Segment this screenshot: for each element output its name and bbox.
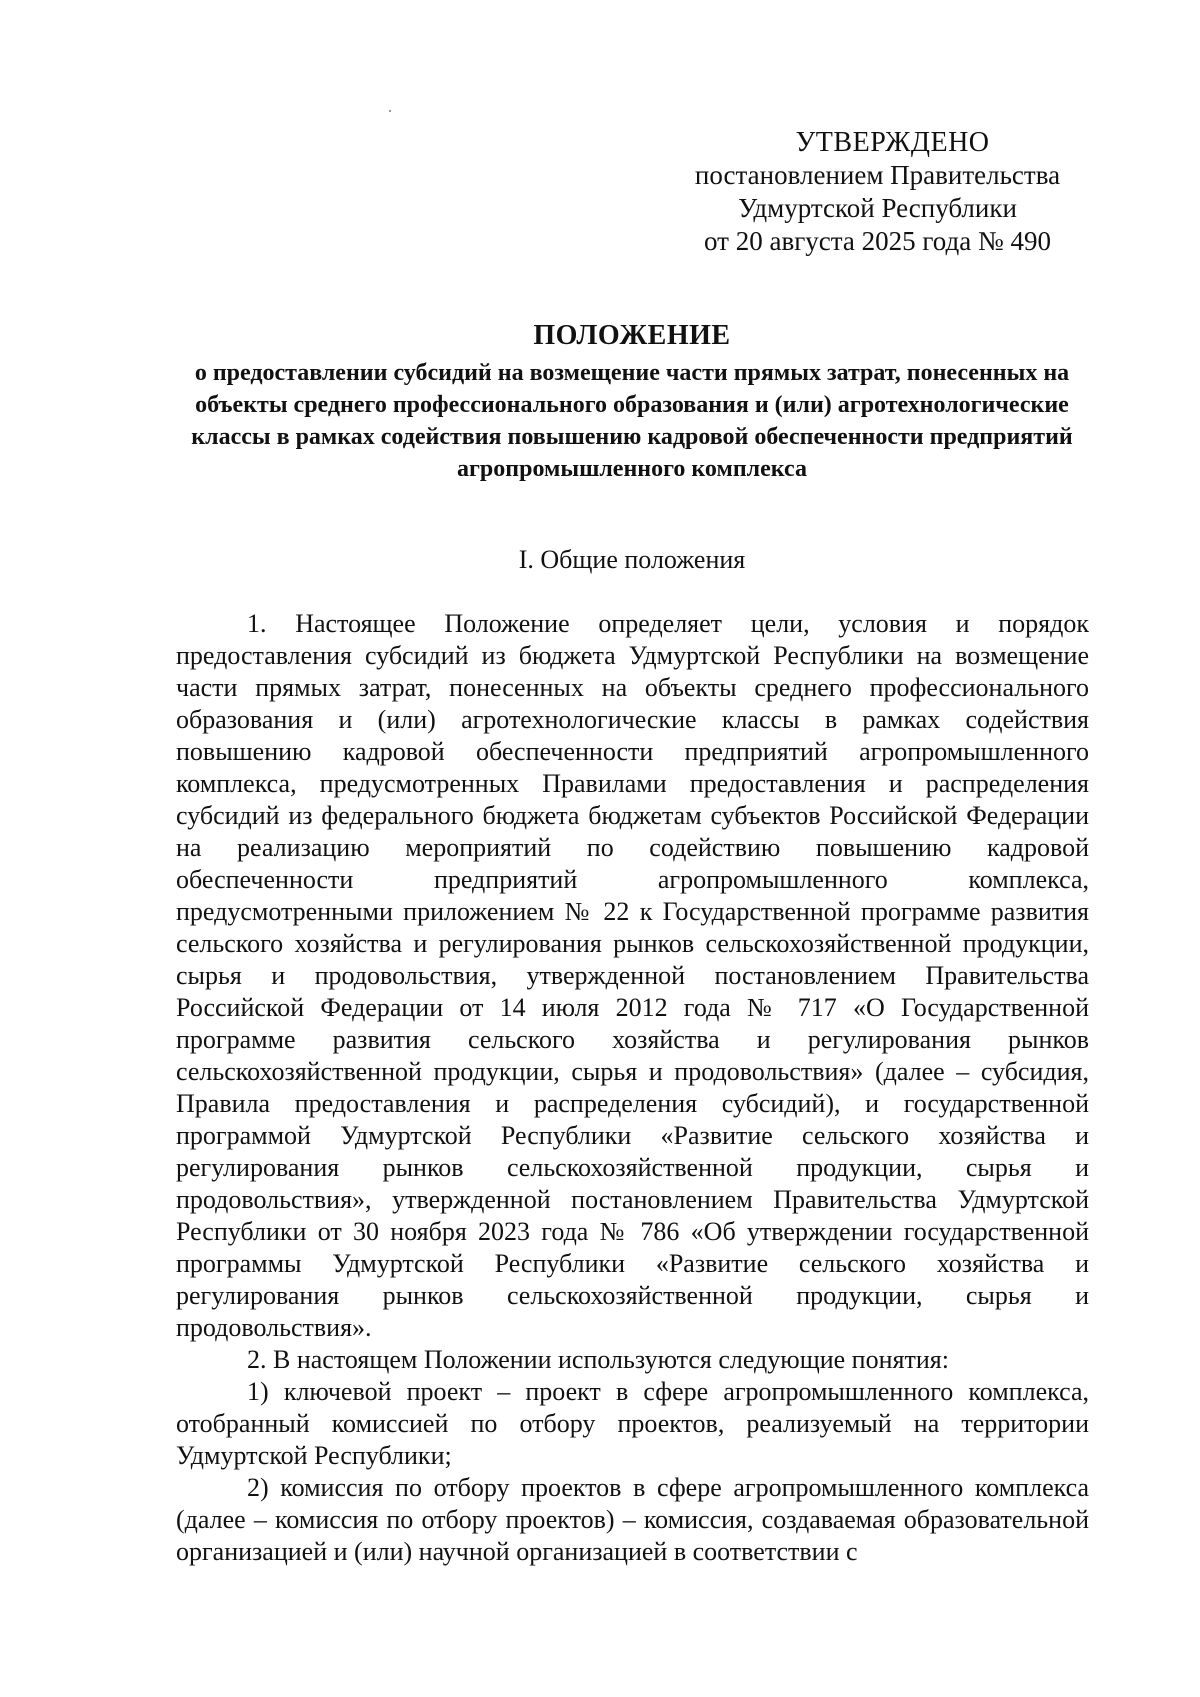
document-subtitle: о предоставлении субсидий на возмещение части прямых затрат, понесенных на объекты среднего профессионального образования и (или) агротехнологические классы в рамках содействия повышению кадровой обеспеченности предприятий агропромышленного комплекса (191, 360, 1073, 482)
approval-line: постановлением Правительства (694, 160, 1061, 190)
approval-line: Удмуртской Республики (738, 193, 1017, 223)
document-body (176, 608, 1089, 1568)
document-title: ПОЛОЖЕНИЕ (533, 320, 731, 351)
approval-date-line: от 20 августа 2025 года № 490 (704, 226, 1051, 256)
paragraph: 1) ключевой проект – проект в сфере агропромышленного комплекса, отобранный комиссией по отбору проектов, реализуемый на территории Удмуртской Республики; (176, 1377, 1089, 1470)
paragraph: 2. В настоящем Положении используются следующие понятия: (247, 1345, 949, 1374)
approval-block (655, 126, 1100, 258)
document-heading (160, 318, 1104, 485)
scan-speck (389, 110, 391, 112)
paragraph: 1. Настоящее Положение определяет цели, условия и порядок предоставления субсидий из бюджета Удмуртской Республики на возмещение части прямых затрат, понесенных на объекты среднего профессионального образования и (или) агротехнологические классы в рамках содействия повышению кадровой обеспеченности предприятий агропромышленного комплекса, предусмотренных Правилами предоставления и распределения субсидий из федерального бюджета бюджетам субъектов Российской Федерации на реализацию мероприятий по содействию повышению кадровой обеспеченности предприятий агропромышленного комплекса, предусмотренными приложением № 22 к Государственной программе развития сельского хозяйства и регулирования рынков сельскохозяйственной продукции, сырья и продовольствия, утвержденной постановлением Правительства Российской Федерации от 14 июля 2012 года № 717 «О Государственной программе развития сельского хозяйства и регулирования рынков сельскохозяйственной продукции, сырья и продовольствия» (далее – субсидия, Правила предоставления и распределения субсидий), и государственной программой Удмуртской Республики «Развитие сельского хозяйства и регулирования рынков сельскохозяйственной продукции, сырья и продовольствия», утвержденной постановлением Правительства Удмуртской Республики от 30 ноября 2023 года № 786 «Об утверждении государственной программы Удмуртской Республики «Развитие сельского хозяйства и регулирования рынков сельскохозяйственной продукции, сырья и продовольствия». (176, 609, 1089, 1342)
paragraph: 2) комиссия по отбору проектов в сфере агропромышленного комплекса (далее – комиссия по отбору проектов) – комиссия, создаваемая образовательной организацией и (или) научной организацией в соответствии с (176, 1473, 1089, 1566)
section-title: I. Общие положения (518, 545, 746, 574)
approval-stamp: УТВЕРЖДЕНО (795, 127, 990, 158)
